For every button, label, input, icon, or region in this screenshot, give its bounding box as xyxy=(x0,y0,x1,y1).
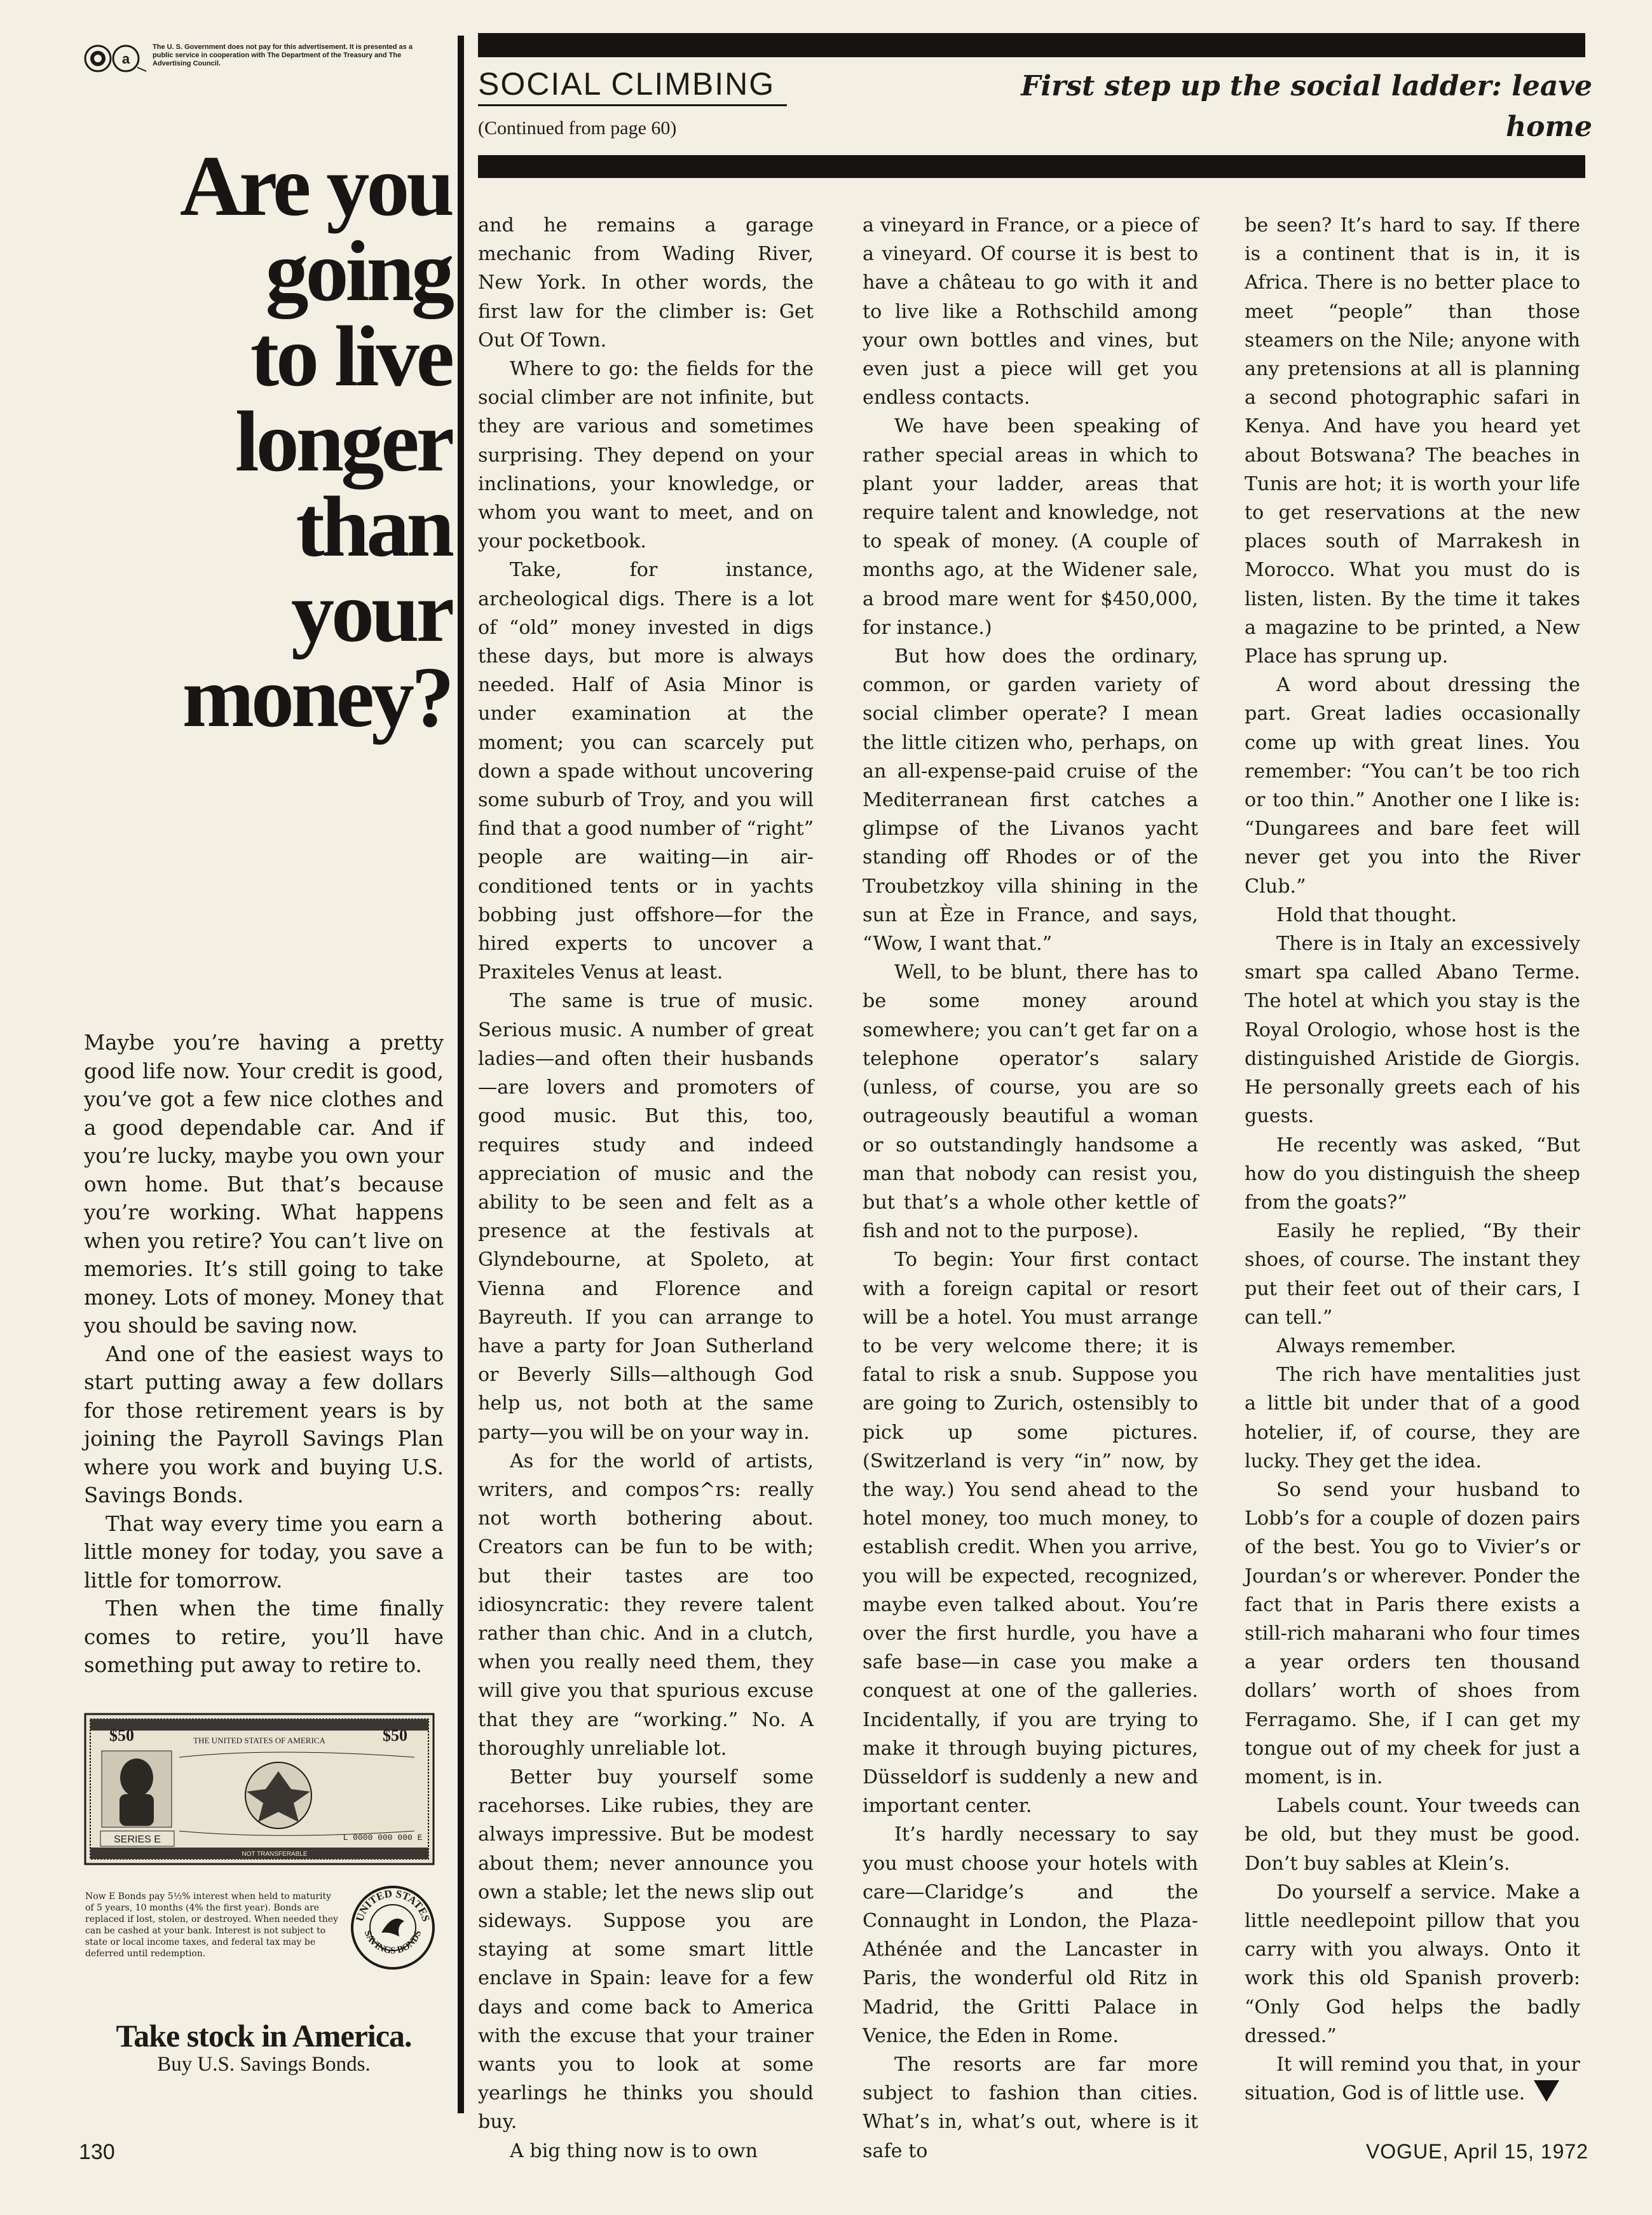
ad-paragraph: And one of the easiest ways to start putting away a few dollars for those retirement years is by joining the Payroll Savings Plan where you work and buying U.S. Savings Bonds. xyxy=(84,1341,444,1507)
header-rule-bar xyxy=(478,155,1585,178)
article-paragraph xyxy=(863,1820,1198,2050)
headline-line: to live xyxy=(250,309,451,404)
article-paragraph xyxy=(1245,1131,1580,1217)
article-paragraph xyxy=(478,355,814,556)
article-paragraph xyxy=(1245,901,1580,929)
article-headline: First step up the social ladder: leave home xyxy=(1021,70,1592,143)
bond-series: SERIES E xyxy=(114,1834,161,1845)
article-paragraph xyxy=(1245,1878,1580,2050)
paragraph-text: Hold that thought. xyxy=(1276,903,1457,926)
headline-line: going xyxy=(265,224,451,319)
article-paragraph xyxy=(863,2050,1198,2165)
article-paragraph xyxy=(1245,929,1580,1130)
ad-fine-print: Now E Bonds pay 5½% interest when held to maturity of 5 years, 10 months (4% the first year). Bonds are replaced if lost, stolen, or destroyed. When needed they can be cashed at your bank. Interest is not subject to state or local income taxes, and federal tax may be deferred until redemption. xyxy=(85,1891,338,1959)
bond-issuer: THE UNITED STATES OF AMERICA xyxy=(193,1736,325,1745)
government-seals-icon xyxy=(84,42,147,75)
savings-bond-advertisement xyxy=(0,0,455,2215)
paragraph-text: The same is true of music. Serious music. A number of great ladies—and often their husbands—are lovers and promoters of good music. But this, too, requires study and indeed appreciation of music and the ability to be seen and felt as a presence at the festivals at Glyndebourne, at Spoleto, at Vienna and Florence and Bayreuth. If you can arrange to have a party for Joan Sutherland or Beverly Sills—although God help us, not both at the same party—you will be on your way in. xyxy=(478,990,814,1444)
government-notice: The U. S. Government does not pay for this advertisement. It is presented as a public service in cooperation with The Department of the Treasury and The Advertising Council. xyxy=(153,43,413,67)
headline-line: than xyxy=(296,479,451,575)
bond-denomination-right: $50 xyxy=(383,1726,407,1745)
article-column-2 xyxy=(863,211,1198,2165)
article-paragraph xyxy=(1245,211,1580,671)
bond-denomination-left: $50 xyxy=(109,1726,134,1745)
article-paragraph xyxy=(863,211,1198,412)
svg-text:a: a xyxy=(121,51,130,67)
paragraph-text: and he remains a garage mechanic from Wading River, New York. In other words, the first law for the climber is: Get Out Of Town. xyxy=(478,214,814,352)
top-rule-bar xyxy=(478,33,1585,57)
paragraph-text: It’s hardly necessary to say you must choose your hotels with care—Claridge’s and the Connaught in London, the Plaza-Athénée and the Lancaster in Paris, the wonderful old Ritz in Madrid, the Gritti Palace in Venice, the Eden in Rome. xyxy=(863,1823,1198,2047)
seal-text-top: UNITED STATES xyxy=(353,1887,432,1923)
ad-paragraph: That way every time you earn a little money for today, you save a little for tomorrow. xyxy=(84,1511,444,1593)
savings-bond-image xyxy=(84,1713,435,1865)
paragraph-text: The rich have mentalities just a little bit under that of a good hotelier, if, of course, they are lucky. They get the idea. xyxy=(1245,1364,1580,1472)
ad-paragraph: Then when the time finally comes to retire, you’ll have something put away to retire to. xyxy=(84,1596,444,1677)
paragraph-text: A word about dressing the part. Great ladies occasionally come up with great lines. You remember: “You can’t be too rich or too thin.” Another one I like is: “Dungarees and bare feet will never get you into the River Club.” xyxy=(1245,674,1580,898)
paragraph-text: Take, for instance, archeological digs. There is a lot of “old” money invested in digs these days, but more is always needed. Half of Asia Minor is under examination at the moment; you can scarcely put down a spade without uncovering some suburb of Troy, and you will find that a good number of “right” people are waiting—in air-conditioned tents or in yachts bobbing just offshore—for the hired experts to uncover a Praxiteles Venus at least. xyxy=(478,559,814,984)
ad-headline xyxy=(83,139,451,745)
end-of-article-triangle-icon xyxy=(1534,2080,1559,2102)
ad-body-copy xyxy=(84,1029,444,1680)
ad-paragraph: Maybe you’re having a pretty good life now. Your credit is good, you’ve got a few nice clothes and a good dependable car. And if you’re lucky, maybe you own your own home. But that’s because you’re working. What happens when you retire? You can’t live on memories. It’s still going to take money. Lots of money. Money that you should be saving now. xyxy=(84,1031,444,1338)
article-paragraph xyxy=(478,987,814,1446)
article-paragraph xyxy=(478,2137,814,2165)
paragraph-text: The resorts are far more subject to fashion than cities. What’s in, what’s out, where is it safe to xyxy=(863,2054,1198,2162)
article-paragraph xyxy=(1245,1332,1580,1361)
seal-text-bottom: SAVINGS BONDS xyxy=(362,1929,424,1956)
paragraph-text: To begin: Your first contact with a foreign capital or resort will be a hotel. You must arrange to be very welcome there; it is fatal to risk a snub. Suppose you are going to Zurich, ostensibly to pick up some pictures. (Switzerland is very “in” now, by the way.) You send ahead to the hotel money, too much money, to establish credit. When you arrive, you will be expected, recognized, maybe even talked about. You’re over the first hurdle, you have a safe base—in case you make a conquest at one of the galleries. Incidentally, if you are trying to make it through buying pictures, Düsseldorf is suddenly a new and important center. xyxy=(863,1249,1198,1818)
ad-tagline: Take stock in America. xyxy=(116,2018,412,2054)
article-paragraph xyxy=(1245,1792,1580,1878)
article-column-1 xyxy=(478,211,814,2165)
paragraph-text: Always remember. xyxy=(1276,1334,1456,1357)
paragraph-text: There is in Italy an excessively smart spa called Abano Terme. The hotel at which you stay is the Royal Orologio, whose host is the distinguished Aristide de Giorgis. He personally greets each of his guests. xyxy=(1245,933,1580,1128)
paragraph-text: So send your husband to Lobb’s for a couple of dozen pairs of the best. You go to Vivier’s or Jourdan’s or wherever. Ponder the fact that in Paris there exists a still-rich maharani who four times a year orders ten thousand dollars’ worth of shoes from Ferragamo. She, if I can get my tongue out of my cheek for just a moment, is in. xyxy=(1245,1478,1580,1788)
section-underline xyxy=(478,104,787,106)
column-divider xyxy=(458,36,464,2113)
article-paragraph xyxy=(1245,1476,1580,1792)
paragraph-text: We have been speaking of rather special areas in which to plant your ladder, areas that require talent and knowledge, not to speak of money. (A couple of months ago, at the Widener sale, a brood mare went for $450,000, for instance.) xyxy=(863,415,1198,639)
headline-line: money? xyxy=(182,650,451,745)
paragraph-text: A big thing now is to own xyxy=(510,2139,758,2162)
savings-bonds-seal-icon xyxy=(348,1883,437,1972)
article-paragraph xyxy=(863,1245,1198,1820)
paragraph-text: a vineyard in France, or a piece of a vineyard. Of course it is best to have a château to go with it and to live like a Rothschild among your own bottles and vines, but even just a piece will get you endless contacts. xyxy=(863,214,1198,409)
continued-note: (Continued from page 60) xyxy=(478,118,677,139)
paragraph-text: be seen? It’s hard to say. If there is a continent that is in, it is Africa. There is no better place to meet “people” than those steamers on the Nile; anyone with any pretensions at all is planning a second photographic safari in Kenya. And have you heard yet about Botswana? The beaches in Tunis are hot; it is worth your life to get reservations at the new places south of Marrakesh in Morocco. What you must do is listen, listen. By the time it takes a magazine to be printed, a New Place has sprung up. xyxy=(1245,214,1580,668)
article-paragraph xyxy=(478,211,814,355)
headline-line: longer xyxy=(235,394,451,490)
ad-subtagline: Buy U.S. Savings Bonds. xyxy=(157,2053,371,2076)
article-paragraph xyxy=(478,1763,814,2137)
article-column-3 xyxy=(1245,211,1580,2108)
paragraph-text: Do yourself a service. Make a little needlepoint pillow that you carry with you always. Onto it work this old Spanish proverb: “Only God helps the badly dressed.” xyxy=(1245,1881,1580,2047)
magazine-footer: VOGUE, April 15, 1972 xyxy=(1365,2140,1588,2163)
paragraph-text: Easily he replied, “By their shoes, of course. The instant they put their feet out of their cars, I can tell.” xyxy=(1245,1220,1580,1329)
headline-line: your xyxy=(291,565,451,660)
article-paragraph xyxy=(1245,1361,1580,1476)
bond-serial: L 0000 000 000 E xyxy=(343,1833,423,1842)
page-number: 130 xyxy=(79,2140,115,2164)
article-paragraph xyxy=(478,556,814,987)
bond-nontransferable: NOT TRANSFERABLE xyxy=(242,1851,308,1858)
article-paragraph xyxy=(1245,1217,1580,1332)
paragraph-text: Labels count. Your tweeds can be old, but they must be good. Don’t buy sables at Klein’s. xyxy=(1245,1795,1580,1875)
headline-line: Are you xyxy=(179,139,451,234)
article-paragraph xyxy=(863,642,1198,958)
paragraph-text: It will remind you that, in your situation, God is of little use. xyxy=(1245,2054,1580,2105)
article-paragraph xyxy=(478,1447,814,1763)
paragraph-text: As for the world of artists, writers, and compos^rs: really not worth bothering about. Creators can be fun to be with; but their tastes are too idiosyncratic: they revere talent rather than chic. And in a clutch, when you really need them, they will give you that spurious excuse that they are “working.” No. A thoroughly unreliable lot. xyxy=(478,1450,814,1760)
paragraph-text: Better buy yourself some racehorses. Like rubies, they are always impressive. But be modest about them; never announce you own a stable; let the news slip out sideways. Suppose you are staying at some smart little enclave in Spain: leave for a few days and come back to America with the excuse that your trainer wants you to look at some yearlings he thinks you should buy. xyxy=(478,1766,814,2134)
article-paragraph xyxy=(1245,2050,1580,2108)
paragraph-text: He recently was asked, “But how do you distinguish the sheep from the goats?” xyxy=(1245,1134,1580,1214)
paragraph-text: Well, to be blunt, there has to be some money around somewhere; you can’t get far on a telephone operator’s salary (unless, of course, you are so outrageously beautiful a woman or so outstandingly handsome a man that nobody can resist you, but that’s a whole other kettle of fish and not to the purpose). xyxy=(863,961,1198,1243)
article-paragraph xyxy=(863,958,1198,1245)
section-title: SOCIAL CLIMBING xyxy=(478,66,775,102)
paragraph-text: Where to go: the fields for the social climber are not infinite, but they are various and sometimes surprising. They depend on your inclinations, your knowledge, or whom you want to meet, and on your pocketbook. xyxy=(478,358,814,553)
paragraph-text: But how does the ordinary, common, or garden variety of social climber operate? I mean the little citizen who, perhaps, on an all-expense-paid cruise of the Mediterranean first catches a glimpse of the Livanos yacht standing off Rhodes or of the Troubetzkoy villa shining in the sun at Èze in France, and says, “Wow, I want that.” xyxy=(863,645,1198,956)
article-paragraph xyxy=(863,412,1198,642)
article-paragraph xyxy=(1245,671,1580,901)
